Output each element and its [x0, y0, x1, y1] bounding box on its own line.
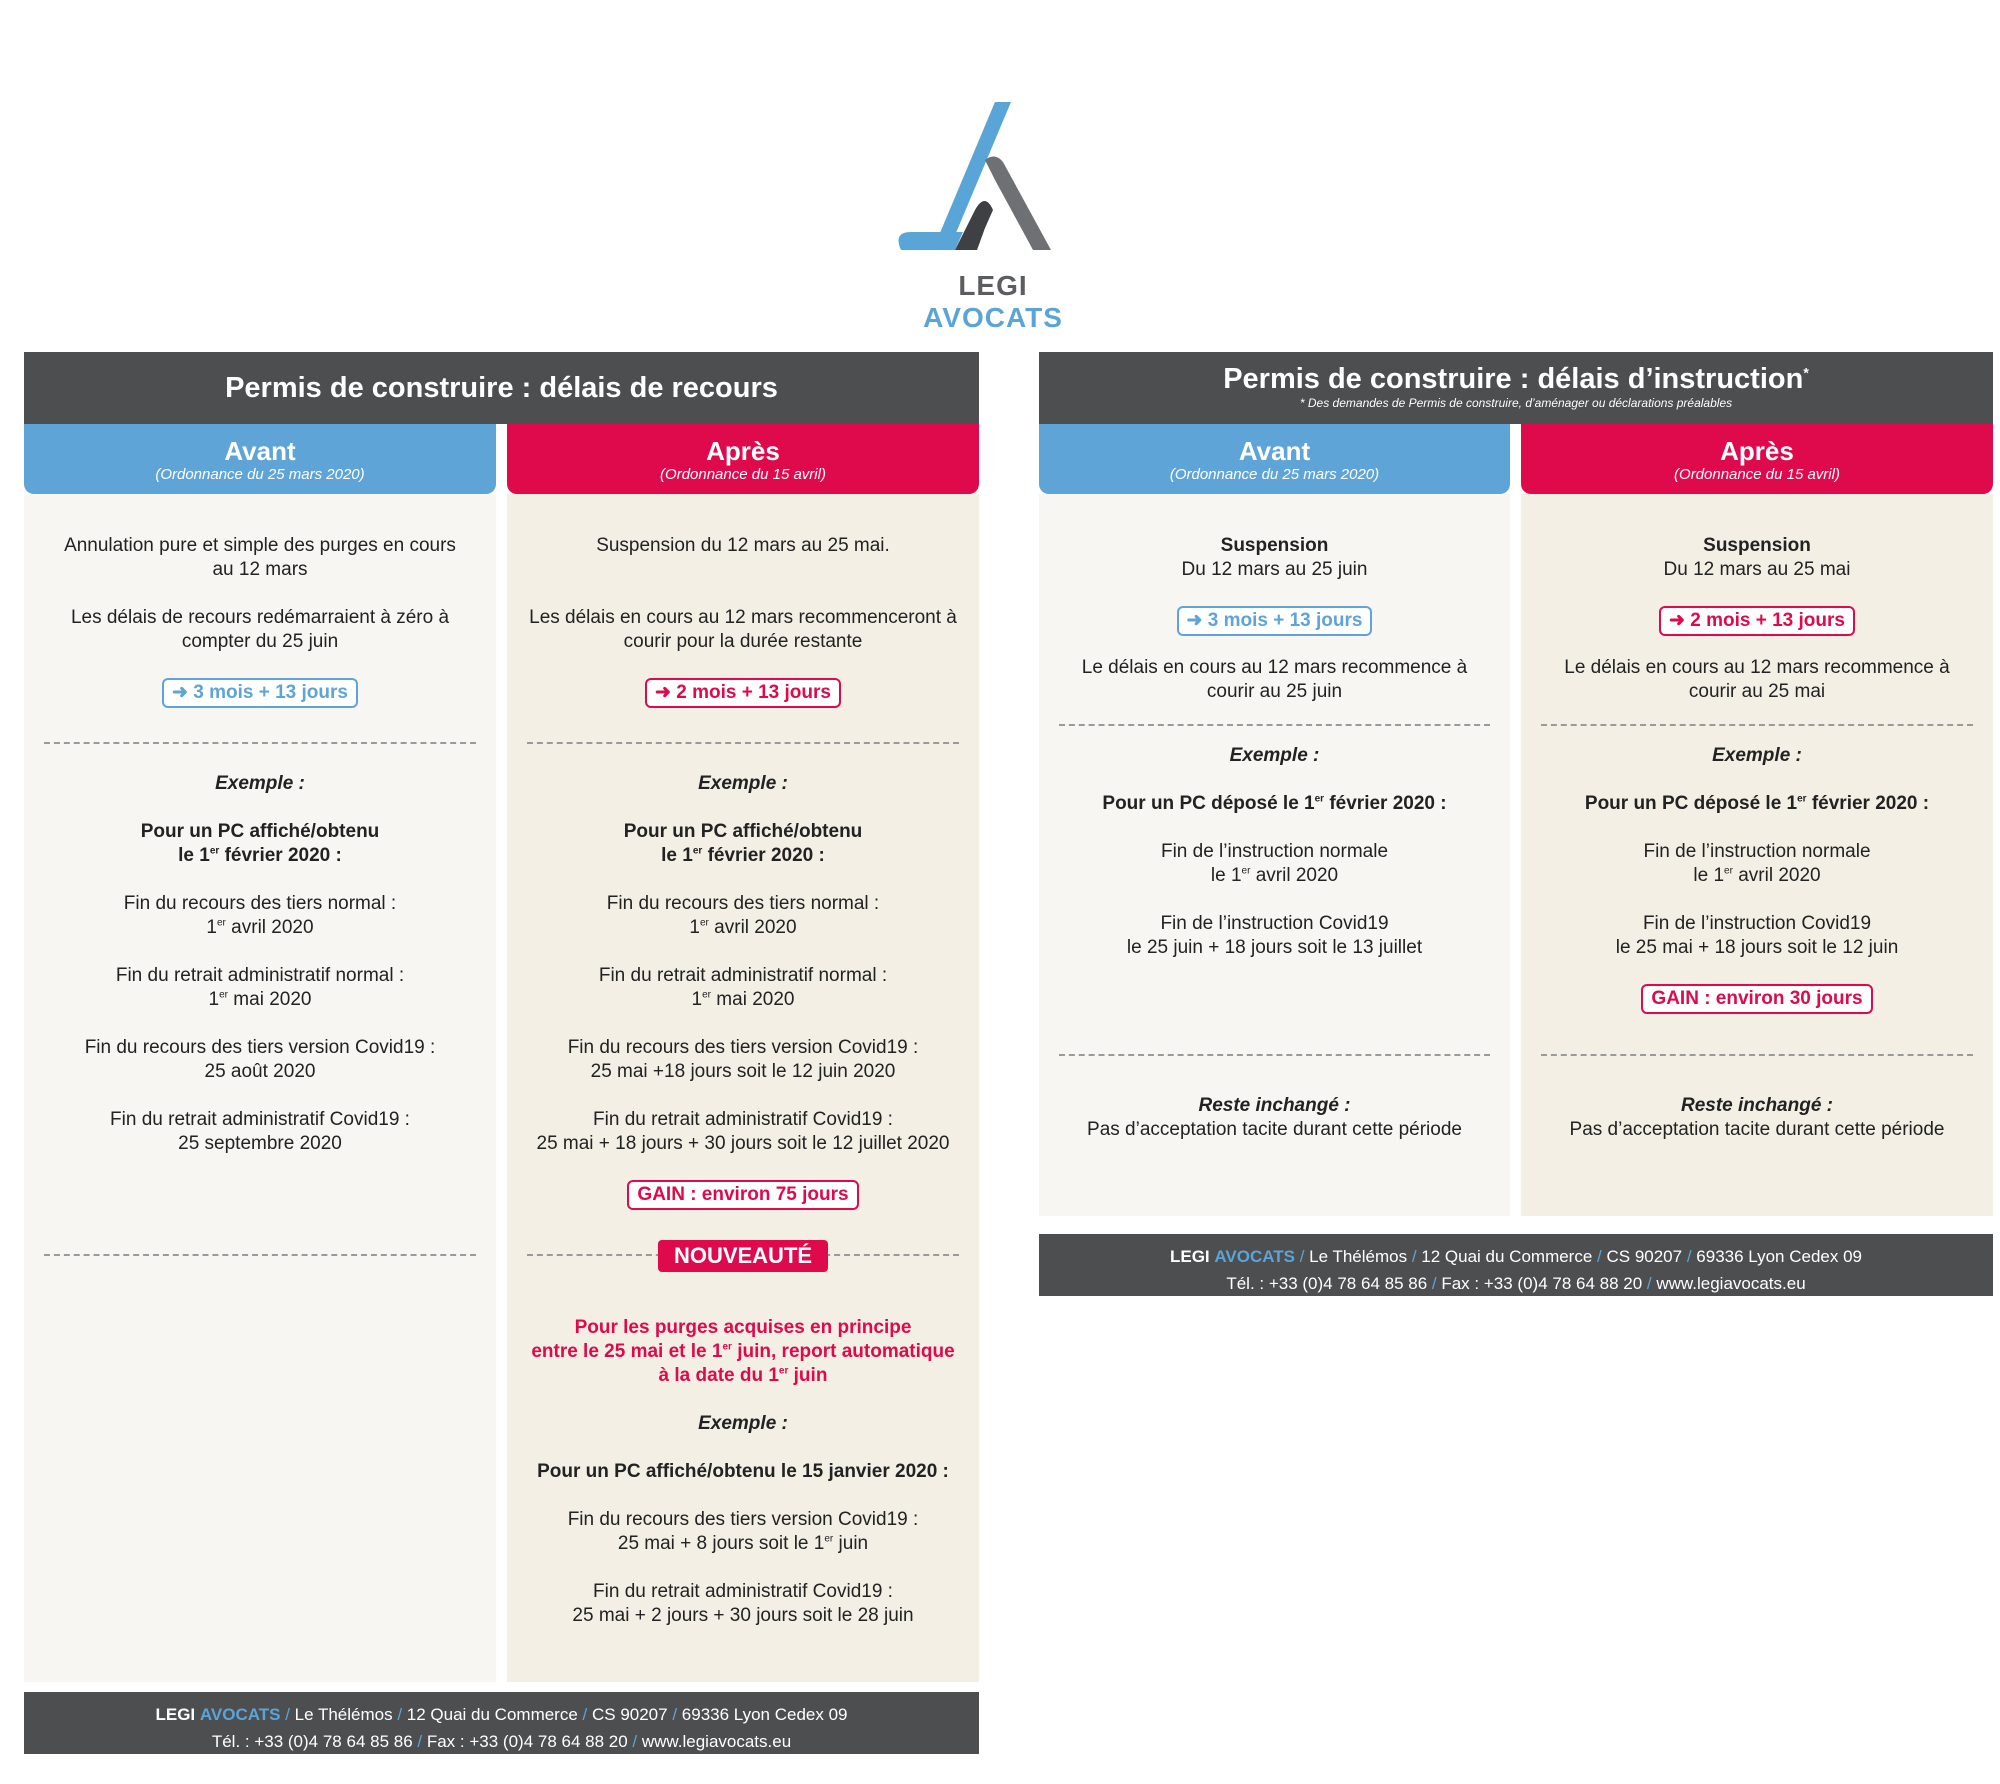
- left-avant-subtitle: (Ordonnance du 25 mars 2020): [155, 466, 365, 483]
- example-line: Fin du retrait administratif Covid19 : 25 septembre 2020: [110, 1109, 410, 1154]
- footer-address: LEGI AVOCATS / Le Thélémos / 12 Quai du Commerce / CS 90207 / 69336 Lyon Cedex 09: [155, 1705, 848, 1724]
- right-apres-body: [1521, 494, 1993, 1216]
- example-heading: Pour un PC affiché/obtenu le 1er février 2020 :: [140, 821, 380, 866]
- left-avant-title: Avant: [224, 436, 296, 466]
- example-label: Exemple :: [1712, 745, 1802, 766]
- legi-avocats-logo: [893, 100, 1093, 333]
- example-line: Fin du recours des tiers version Covid19 : 25 mai + 8 jours soit le 1er juin: [567, 1509, 919, 1554]
- example-label: Exemple :: [698, 773, 788, 794]
- right-panel-title: Permis de construire : délais d’instruction*: [1223, 363, 1809, 395]
- example-label: Exemple :: [698, 1413, 788, 1434]
- right-apres-gain-badge: GAIN : environ 30 jours: [1641, 984, 1872, 1014]
- example-line: Fin du recours des tiers normal : 1er avril 2020: [606, 893, 880, 938]
- example-line: Fin du retrait administratif normal : 1er mai 2020: [598, 965, 888, 1010]
- right-apres-header: [1521, 424, 1993, 494]
- right-panel-note: * Des demandes de Permis de construire, d’aménager ou déclarations préalables: [1299, 396, 1733, 410]
- nouveaute-text: Pour les purges acquises en principe entre le 25 mai et le 1er juin, report automatique à la date du 1er juin: [531, 1317, 955, 1386]
- example-line: Fin du recours des tiers normal : 1er avril 2020: [123, 893, 397, 938]
- divider: [1059, 1054, 1490, 1056]
- left-avant-header: [24, 424, 496, 494]
- example-heading: Pour un PC déposé le 1er février 2020 :: [1102, 793, 1447, 814]
- example-line: Fin du retrait administratif Covid19 : 25 mai + 18 jours + 30 jours soit le 12 juillet 2020: [536, 1109, 950, 1154]
- left-avant-p1: Annulation pure et simple des purges en cours au 12 mars: [64, 535, 456, 580]
- divider: [44, 1254, 476, 1256]
- unchanged-text: Reste inchangé : Pas d’acceptation tacite durant cette période: [1569, 1095, 1945, 1140]
- nouveaute-badge: NOUVEAUTÉ: [658, 1240, 828, 1272]
- left-panel-title: Permis de construire : délais de recours: [225, 372, 778, 404]
- website-link[interactable]: www.legiavocats.eu: [641, 1732, 792, 1751]
- example-heading: Pour un PC affiché/obtenu le 15 janvier 2020 :: [537, 1461, 949, 1482]
- example-label: Exemple :: [1229, 745, 1320, 766]
- example-line: Fin du recours des tiers version Covid19 : 25 mai +18 jours soit le 12 juin 2020: [567, 1037, 919, 1082]
- example-heading: Pour un PC déposé le 1er février 2020 :: [1584, 793, 1930, 814]
- right-apres-title: Après: [1720, 436, 1794, 466]
- left-avant-body: [24, 494, 496, 1682]
- left-apres-gain-badge: GAIN : environ 75 jours: [627, 1180, 858, 1210]
- unchanged-text: Reste inchangé : Pas d’acceptation tacite durant cette période: [1087, 1095, 1462, 1140]
- left-apres-duration-badge: ➜ 2 mois + 13 jours: [645, 678, 841, 708]
- left-avant-p2: Les délais de recours redémarraient à zéro à compter du 25 juin: [70, 607, 450, 652]
- right-avant-duration-badge: ➜ 3 mois + 13 jours: [1177, 606, 1373, 636]
- example-line: Fin de l’instruction normale le 1er avril 2020: [1643, 841, 1871, 886]
- suspension-text: Suspension Du 12 mars au 25 mai: [1663, 535, 1851, 580]
- left-footer: [24, 1692, 979, 1754]
- left-avant-duration-badge: ➜ 3 mois + 13 jours: [162, 678, 358, 708]
- suspension-text: Suspension Du 12 mars au 25 juin: [1181, 535, 1368, 580]
- footer-contact: Tél. : +33 (0)4 78 64 85 86 / Fax : +33 (0)4 78 64 88 20 / www.legiavocats.eu: [211, 1732, 792, 1751]
- right-apres-subtitle: (Ordonnance du 15 avril): [1674, 466, 1840, 483]
- left-apres-p1: Suspension du 12 mars au 25 mai.: [596, 535, 890, 556]
- left-apres-subtitle: (Ordonnance du 15 avril): [660, 466, 826, 483]
- left-apres-header: [507, 424, 979, 494]
- example-line: Fin du retrait administratif Covid19 : 25 mai + 2 jours + 30 jours soit le 28 juin: [572, 1581, 914, 1626]
- left-apres-p2: Les délais en cours au 12 mars recommenceront à courir pour la durée restante: [529, 607, 957, 652]
- right-avant-header: [1039, 424, 1510, 494]
- example-label: Exemple :: [215, 773, 305, 794]
- website-link[interactable]: www.legiavocats.eu: [1656, 1274, 1806, 1293]
- example-line: Fin du retrait administratif normal : 1er mai 2020: [115, 965, 405, 1010]
- right-avant-subtitle: (Ordonnance du 25 mars 2020): [1169, 466, 1380, 483]
- logo-wordmark: LEGI AVOCATS: [923, 270, 1063, 333]
- divider: [1541, 1054, 1973, 1056]
- left-apres-body: [507, 494, 979, 1682]
- right-panel-header: [1039, 352, 1993, 424]
- footer-contact: Tél. : +33 (0)4 78 64 85 86 / Fax : +33 (0)4 78 64 88 20 / www.legiavocats.eu: [1226, 1274, 1806, 1293]
- example-heading: Pour un PC affiché/obtenu le 1er février 2020 :: [623, 821, 863, 866]
- example-line: Fin de l’instruction normale le 1er avril 2020: [1160, 841, 1389, 886]
- example-line: Fin de l’instruction Covid19 le 25 juin + 18 jours soit le 13 juillet: [1126, 913, 1423, 958]
- logo-mark-icon: [893, 100, 1093, 270]
- left-apres-title: Après: [706, 436, 780, 466]
- example-line: Fin de l’instruction Covid19 le 25 mai + 18 jours soit le 12 juin: [1615, 913, 1899, 958]
- right-footer: [1039, 1234, 1993, 1296]
- right-apres-duration-badge: ➜ 2 mois + 13 jours: [1659, 606, 1855, 636]
- footer-address: LEGI AVOCATS / Le Thélémos / 12 Quai du Commerce / CS 90207 / 69336 Lyon Cedex 09: [1169, 1247, 1863, 1266]
- right-avant-title: Avant: [1238, 436, 1311, 466]
- example-line: Fin du recours des tiers version Covid19 : 25 août 2020: [84, 1037, 436, 1082]
- right-avant-p2: Le délais en cours au 12 mars recommence à courir au 25 juin: [1081, 657, 1468, 702]
- right-apres-p2: Le délais en cours au 12 mars recommence à courir au 25 mai: [1564, 657, 1950, 702]
- left-panel-header: [24, 352, 979, 424]
- right-avant-body: [1039, 494, 1510, 1216]
